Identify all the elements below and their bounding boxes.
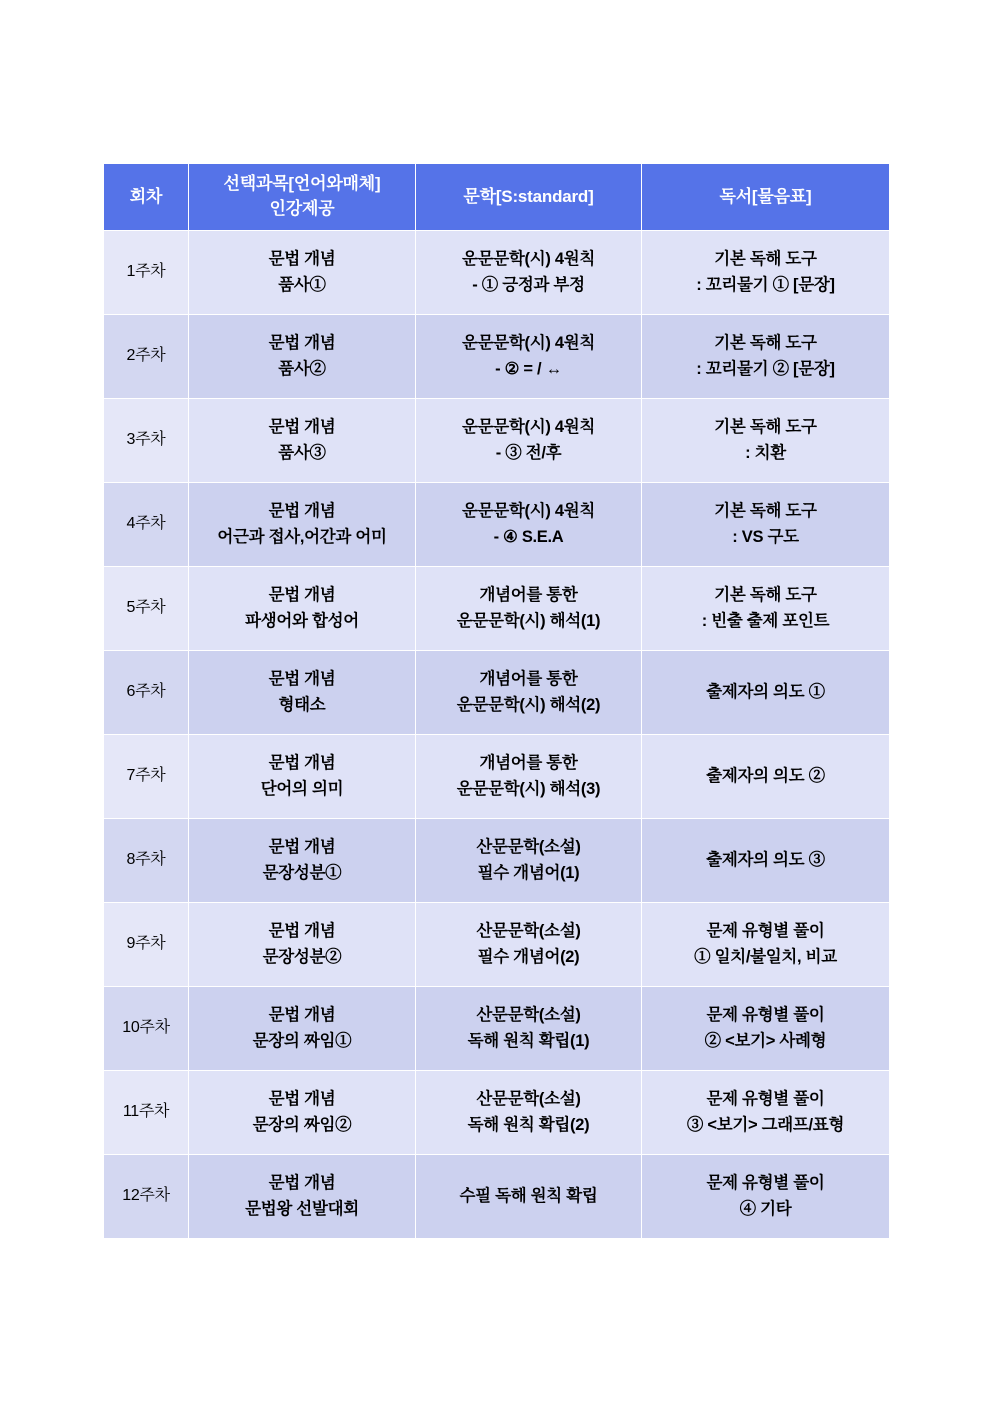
cell-line: 문장성분②: [262, 947, 342, 966]
cell-line: 문법 개념: [268, 837, 336, 856]
cell-line: 파생어와 합성어: [245, 611, 359, 630]
cell-line: : 꼬리물기 ① [문장]: [696, 275, 835, 294]
cell-literature: [416, 819, 642, 903]
cell-line: 운문문학(시) 4원칙: [461, 333, 596, 352]
cell-literature: [416, 1155, 642, 1239]
cell-line: ④ 기타: [739, 1199, 792, 1218]
table-row: [104, 903, 890, 987]
cell-line: 기본 독해 도구: [714, 249, 817, 268]
cell-elective: [189, 735, 416, 819]
cell-week: 1주차: [104, 231, 189, 315]
cell-elective: [189, 315, 416, 399]
cell-line: - ③ 전/후: [495, 443, 562, 462]
cell-literature: [416, 315, 642, 399]
cell-line: 독해 원칙 확립(2): [467, 1115, 590, 1134]
cell-line: 기본 독해 도구: [714, 333, 817, 352]
cell-line: 문제 유형별 풀이: [706, 1089, 825, 1108]
table-header-row: [104, 164, 890, 231]
cell-line: : 꼬리물기 ② [문장]: [696, 359, 835, 378]
table-row: [104, 651, 890, 735]
table-header: [104, 164, 890, 231]
column-header-literature-line-1: 문학[S:standard]: [463, 186, 594, 206]
cell-line: 문법왕 선발대회: [245, 1199, 359, 1218]
cell-line: 문법 개념: [268, 753, 336, 772]
column-header-week-line-1: 회차: [129, 186, 163, 206]
cell-line: 운문문학(시) 4원칙: [461, 501, 596, 520]
cell-line: - ② = / ↔: [495, 359, 562, 378]
cell-line: 문장성분①: [262, 863, 342, 882]
cell-week: 5주차: [104, 567, 189, 651]
cell-reading: [642, 399, 890, 483]
column-header-reading-line-1: 독서[물음표]: [719, 186, 812, 206]
cell-line: 문장의 짜임②: [252, 1115, 352, 1134]
cell-reading: [642, 1155, 890, 1239]
cell-line: 기본 독해 도구: [714, 417, 817, 436]
curriculum-schedule-table: [103, 163, 890, 1239]
cell-elective: [189, 987, 416, 1071]
cell-reading: [642, 231, 890, 315]
cell-week: 12주차: [104, 1155, 189, 1239]
cell-line: 문법 개념: [268, 669, 336, 688]
cell-line: ② <보기> 사례형: [704, 1031, 827, 1050]
cell-reading: [642, 735, 890, 819]
cell-line: 독해 원칙 확립(1): [467, 1031, 590, 1050]
cell-elective: [189, 1155, 416, 1239]
cell-line: : VS 구도: [732, 527, 799, 546]
cell-week: 7주차: [104, 735, 189, 819]
cell-literature: [416, 399, 642, 483]
cell-elective: [189, 231, 416, 315]
cell-week: 2주차: [104, 315, 189, 399]
cell-line: 문법 개념: [268, 585, 336, 604]
cell-line: 출제자의 의도 ③: [706, 850, 825, 869]
cell-elective: [189, 399, 416, 483]
cell-elective: [189, 903, 416, 987]
cell-line: 산문문학(소설): [476, 921, 581, 940]
cell-line: : 치환: [745, 443, 786, 462]
cell-week: 10주차: [104, 987, 189, 1071]
cell-line: 문장의 짜임①: [252, 1031, 352, 1050]
cell-elective: [189, 483, 416, 567]
cell-literature: [416, 231, 642, 315]
cell-elective: [189, 567, 416, 651]
cell-line: 문제 유형별 풀이: [706, 1173, 825, 1192]
cell-line: 문법 개념: [268, 249, 336, 268]
cell-week: 4주차: [104, 483, 189, 567]
cell-reading: [642, 819, 890, 903]
table-row: [104, 819, 890, 903]
cell-literature: [416, 567, 642, 651]
table-row: [104, 231, 890, 315]
table-row: [104, 567, 890, 651]
cell-line: 문법 개념: [268, 1173, 336, 1192]
cell-literature: [416, 987, 642, 1071]
column-header-reading: [642, 164, 890, 231]
cell-reading: [642, 483, 890, 567]
cell-line: 형태소: [278, 695, 326, 714]
cell-line: - ④ S.E.A: [493, 527, 564, 546]
cell-line: 출제자의 의도 ②: [706, 766, 825, 785]
cell-week: 9주차: [104, 903, 189, 987]
cell-week: 8주차: [104, 819, 189, 903]
column-header-elective: [189, 164, 416, 231]
cell-line: 산문문학(소설): [476, 837, 581, 856]
cell-line: 문법 개념: [268, 417, 336, 436]
table-row: [104, 735, 890, 819]
cell-line: 필수 개념어(2): [477, 947, 580, 966]
cell-line: 어근과 접사,어간과 어미: [217, 527, 387, 546]
cell-line: 품사③: [278, 443, 326, 462]
cell-literature: [416, 903, 642, 987]
cell-week: 11주차: [104, 1071, 189, 1155]
cell-line: 문법 개념: [268, 333, 336, 352]
cell-literature: [416, 651, 642, 735]
cell-line: 필수 개념어(1): [477, 863, 580, 882]
cell-line: ③ <보기> 그래프/표형: [686, 1115, 845, 1134]
cell-line: 운문문학(시) 4원칙: [461, 417, 596, 436]
cell-reading: [642, 567, 890, 651]
cell-reading: [642, 1071, 890, 1155]
cell-line: 운문문학(시) 해석(1): [456, 611, 601, 630]
cell-line: ① 일치/불일치, 비교: [694, 947, 837, 966]
column-header-elective-line-1: 선택과목[언어와매체]: [223, 174, 381, 194]
cell-line: 문법 개념: [268, 921, 336, 940]
table-row: [104, 315, 890, 399]
table-row: [104, 399, 890, 483]
cell-line: 품사①: [278, 275, 326, 294]
cell-line: 문제 유형별 풀이: [706, 921, 825, 940]
cell-literature: [416, 1071, 642, 1155]
cell-reading: [642, 903, 890, 987]
cell-line: 출제자의 의도 ①: [706, 682, 825, 701]
cell-reading: [642, 651, 890, 735]
cell-line: 기본 독해 도구: [714, 501, 817, 520]
table-body: [104, 231, 890, 1239]
cell-line: 문법 개념: [268, 501, 336, 520]
cell-line: 기본 독해 도구: [714, 585, 817, 604]
cell-elective: [189, 1071, 416, 1155]
cell-line: 산문문학(소설): [476, 1089, 581, 1108]
cell-line: 품사②: [278, 359, 326, 378]
cell-literature: [416, 735, 642, 819]
cell-week: 6주차: [104, 651, 189, 735]
cell-elective: [189, 819, 416, 903]
cell-line: 운문문학(시) 4원칙: [461, 249, 596, 268]
table-row: [104, 987, 890, 1071]
schedule-table-wrapper: [103, 163, 889, 1239]
cell-line: 운문문학(시) 해석(2): [456, 695, 601, 714]
cell-line: 단어의 의미: [260, 779, 344, 798]
cell-line: 문제 유형별 풀이: [706, 1005, 825, 1024]
cell-line: 문법 개념: [268, 1089, 336, 1108]
cell-line: 개념어를 통한: [479, 585, 578, 604]
cell-line: - ① 긍정과 부정: [472, 275, 585, 294]
cell-line: : 빈출 출제 포인트: [701, 611, 830, 630]
cell-line: 산문문학(소설): [476, 1005, 581, 1024]
cell-line: 개념어를 통한: [479, 669, 578, 688]
column-header-elective-line-2: 인강제공: [269, 199, 335, 218]
cell-line: 운문문학(시) 해석(3): [456, 779, 601, 798]
cell-line: 수필 독해 원칙 확립: [459, 1186, 598, 1205]
cell-elective: [189, 651, 416, 735]
cell-reading: [642, 987, 890, 1071]
column-header-literature: [416, 164, 642, 231]
cell-literature: [416, 483, 642, 567]
cell-line: 문법 개념: [268, 1005, 336, 1024]
cell-week: 3주차: [104, 399, 189, 483]
column-header-week: [104, 164, 189, 231]
cell-reading: [642, 315, 890, 399]
cell-line: 개념어를 통한: [479, 753, 578, 772]
table-row: [104, 1071, 890, 1155]
table-row: [104, 483, 890, 567]
table-row: [104, 1155, 890, 1239]
